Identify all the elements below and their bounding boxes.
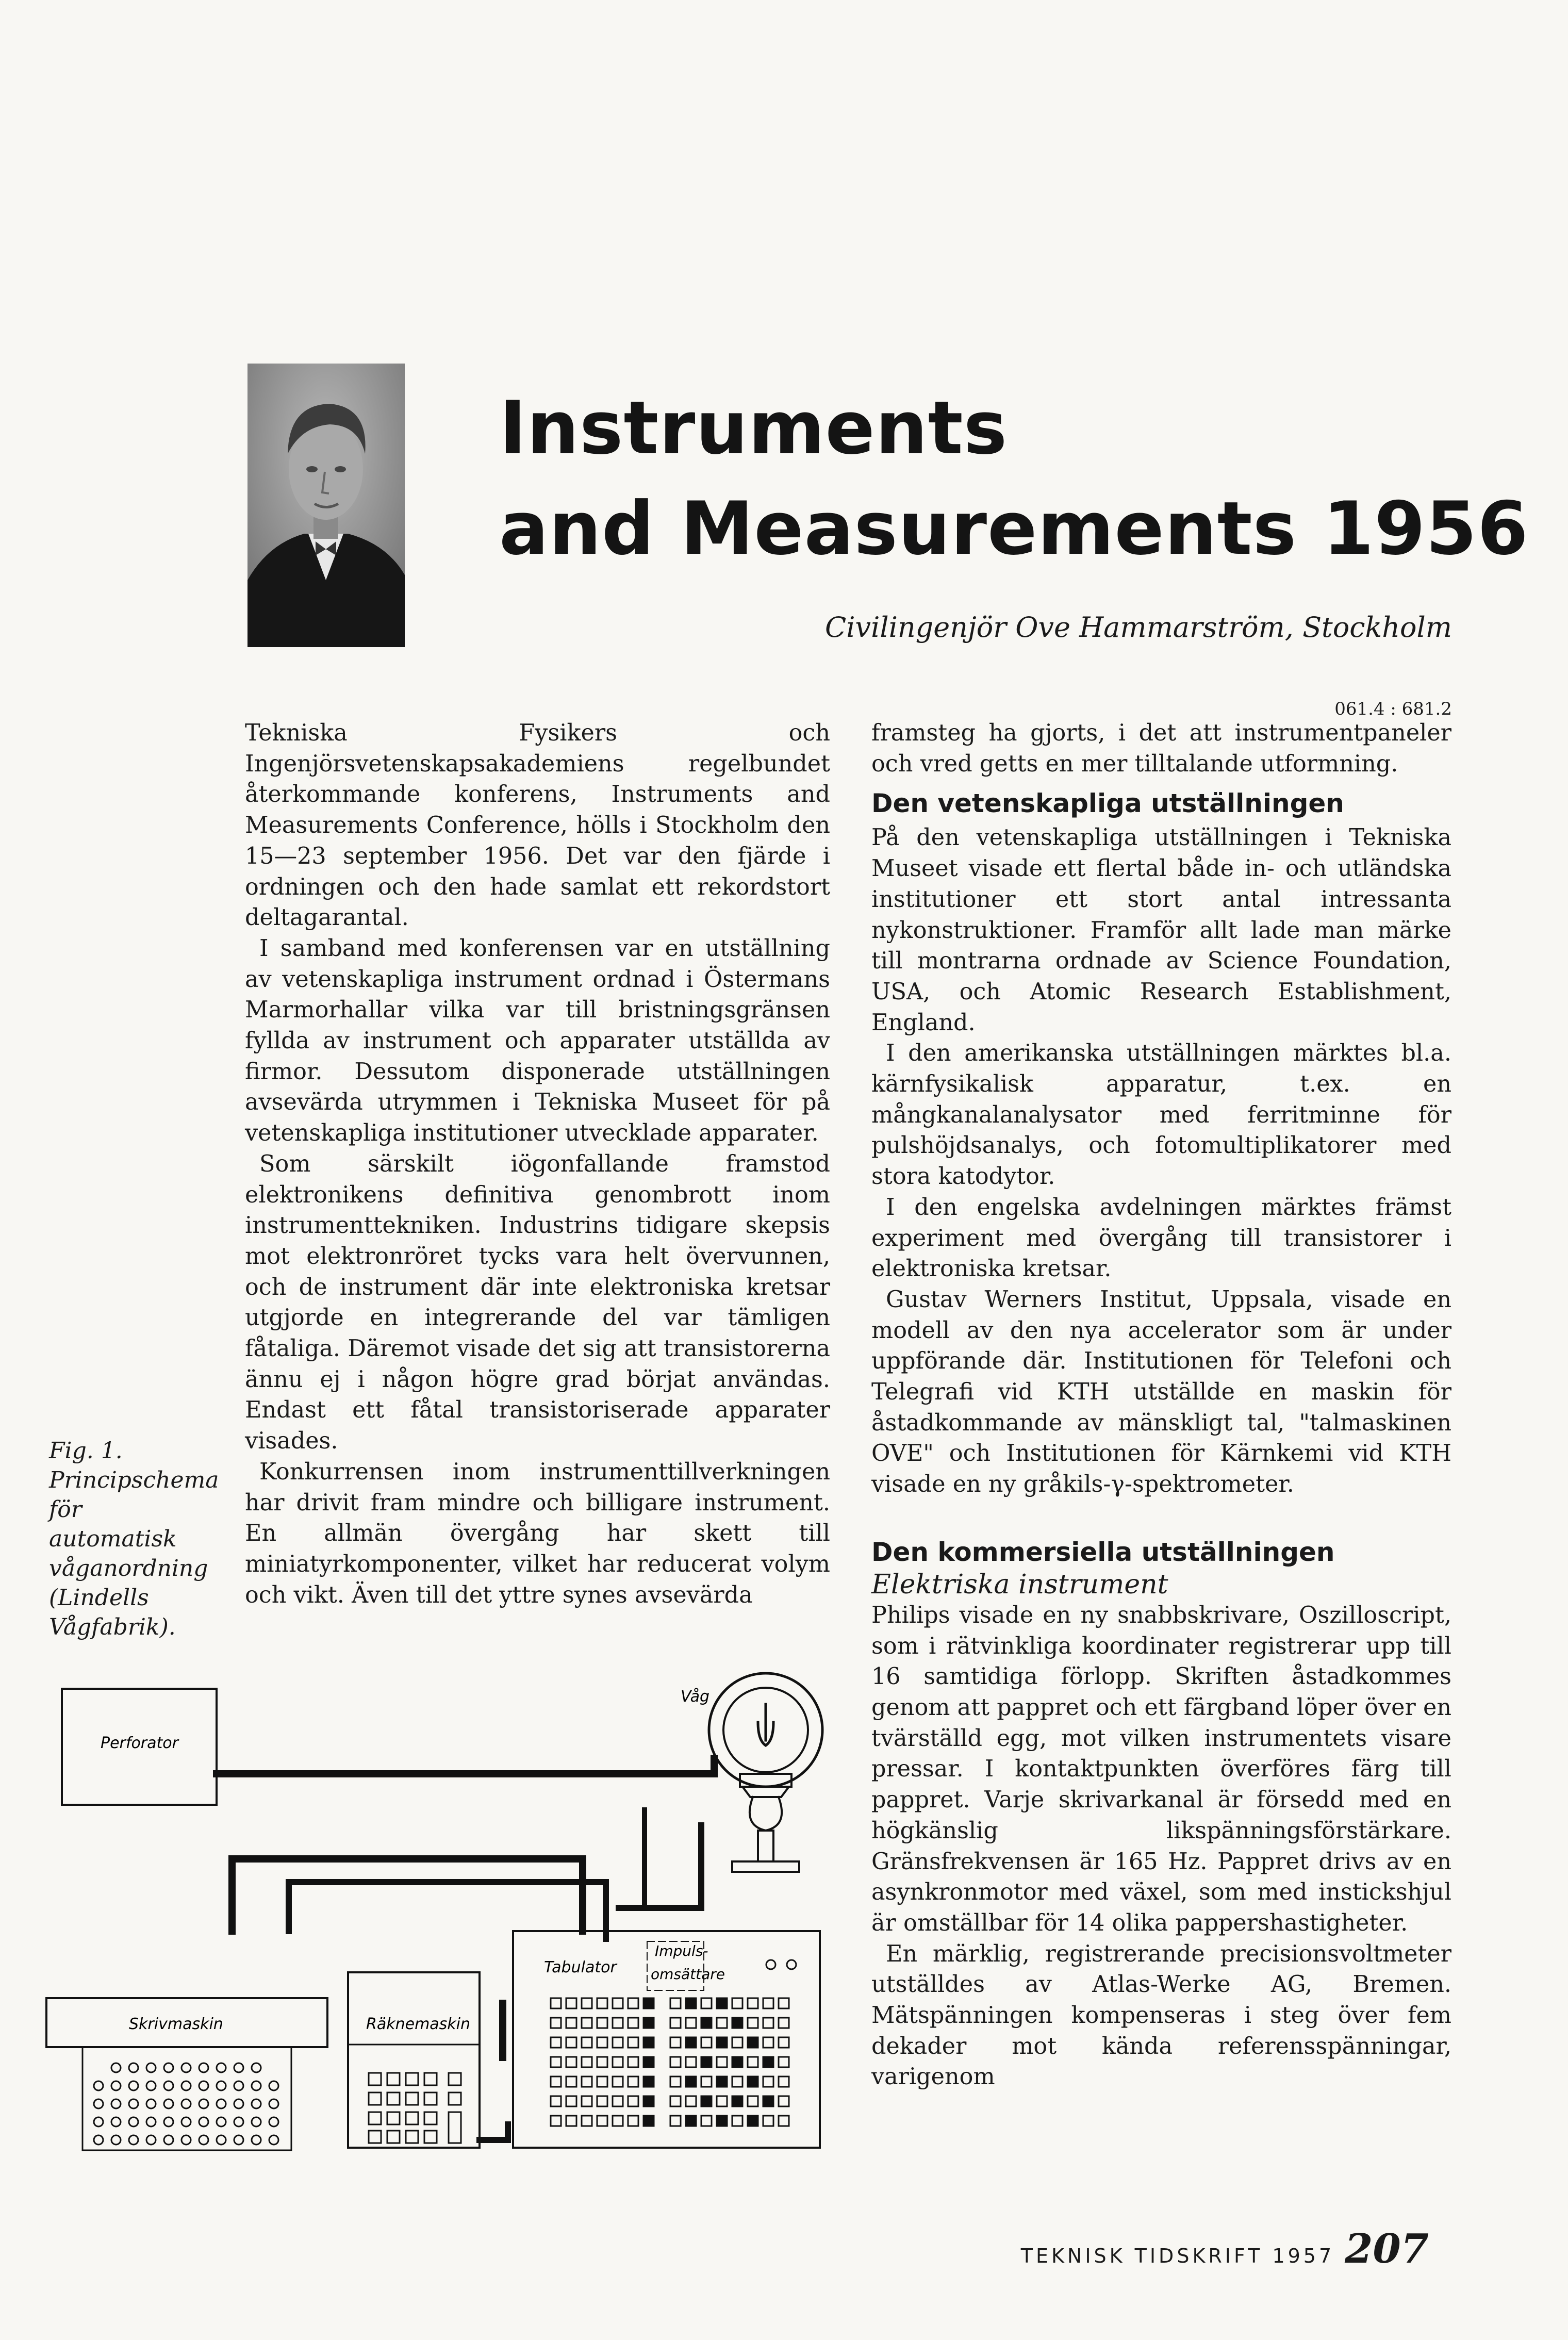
- calculator-box: [348, 1972, 480, 2148]
- typewriter-label: Skrivmaskin: [129, 2015, 223, 2033]
- subsection-heading: Elektriska instrument: [871, 1569, 1168, 1600]
- weighing-system-diagram: [0, 1640, 856, 2186]
- calculator-keys: [369, 2073, 461, 2143]
- section-heading: Den kommersiella utställningen: [871, 1537, 1335, 1567]
- tabulator-label: Tabulator: [544, 1958, 617, 1976]
- paragraph: Philips visade en ny snabbskrivare, Oszilloscript, som i rätvinkliga koordinater registrerar upp till 16 samtidiga förlopp. Skriften åstadkommes genom att pappret och ett färgband löper över en tvärställd egg, mot vilken instrumentets visare pressar. I kontaktpunkten överföres färg till pappret. Varje skrivarkanal är försedd med en högkänslig likspänningsförstärkare. Gränsfrekvensen är 165 Hz. Pappret drivs av en asynkronmotor med växel, som med instickshjul är omställbar för 14 olika pappershastigheter.: [871, 1602, 1451, 1936]
- page-number: 207: [1345, 2226, 1429, 2272]
- converter-label-2: omsättare: [651, 1966, 725, 1983]
- section-heading: Den vetenskapliga utställningen: [871, 788, 1344, 819]
- article-title-line2: and Measurements 1956: [499, 486, 1529, 571]
- typewriter-keys: [94, 2063, 278, 2145]
- paragraph: framsteg ha gjorts, i det att instrumentpaneler och vred getts en mer tilltalande utformning.: [871, 720, 1451, 777]
- udc-classification: 061.4 : 681.2: [1334, 699, 1452, 719]
- scale-label: Våg: [681, 1688, 710, 1706]
- journal-name: TEKNISK TIDSKRIFT 1957: [1020, 2245, 1335, 2267]
- paragraph: I samband med konferensen var en utställning av vetenskapliga instrument ordnad i Östermans Marmorhallar vilka var till bristningsgränsen fyllda av instrument och apparater utställda av firmor. Dessutom disponerade utställningen avsevärda utrymmen i Tekniska Museet för på vetenskapliga institutioner utvecklade apparater.: [245, 935, 830, 1147]
- page-footer: [1021, 2226, 1429, 2272]
- figure-caption: Fig. 1. Principschema för automatisk våganordning (Lindells Vågfabrik).: [49, 1438, 219, 1640]
- author-portrait: [247, 364, 405, 647]
- right-column: [871, 718, 1451, 2092]
- perforator-label: Perforator: [101, 1734, 178, 1752]
- scale-device: [709, 1673, 822, 1872]
- paragraph: En märklig, registrerande precisionsvoltmeter utställdes av Atlas-Werke AG, Bremen. Mätspänningen kompenseras i steg över fem dekader mot kända referensspänningar, varigenom: [871, 1940, 1451, 2090]
- paragraph: På den vetenskapliga utställningen i Tekniska Museet visade ett flertal både in- och utländska institutioner ett stort antal intressanta nykonstruktioner. Framför allt lade man märke till montrarna ordnade av Science Foundation, USA, och Atomic Research Establishment, England.: [871, 825, 1451, 1036]
- paragraph: Gustav Werners Institut, Uppsala, visade en modell av den nya accelerator som är under uppförande där. Institutionen för Telefoni och Telegrafi vid KTH utställde en maskin för åstadkommande av mänskligt tal, "talmaskinen OVE" och Institutionen för Kärnkemi vid KTH visade en ny gråkils-γ-spektrometer.: [871, 1286, 1451, 1498]
- converter-label-1: Impuls-: [655, 1942, 708, 1959]
- paragraph: I den amerikanska utställningen märktes bl.a. kärnfysikalisk apparatur, t.ex. en mångkanalanalysator med ferritminne för pulshöjdsanalys, och fotomultiplikatorer med stora katodytor.: [871, 1040, 1451, 1190]
- tabulator-keys: [551, 1998, 789, 2126]
- author-byline: Civilingenjör Ove Hammarström, Stockholm: [824, 611, 1452, 644]
- left-column: [245, 718, 830, 1610]
- article-title-line1: Instruments: [499, 386, 1008, 471]
- paragraph: I den engelska avdelningen märktes främst experiment med övergång till transistorer i elektroniska kretsar.: [871, 1194, 1451, 1282]
- paragraph: Som särskilt iögonfallande framstod elektronikens definitiva genombrott inom instrumenttekniken. Industrins tidigare skepsis mot elektronröret tycks vara helt övervunnen, och de instrument där inte elektroniska kretsar utgjorde en integrerande del var tämligen fåtaliga. Däremot visade det sig att transistorerna ännu ej i någon högre grad börjat användas. Endast ett fåtal transistoriserade apparater visades.: [245, 1150, 830, 1455]
- paragraph: Tekniska Fysikers och Ingenjörsvetenskapsakademiens regelbundet återkommande konferens, Instruments and Measurements Conference, hölls i Stockholm den 15—23 september 1956. Det var den fjärde i ordningen och den hade samlat ett rekordstort deltagarantal.: [245, 720, 830, 931]
- calculator-label: Räknemaskin: [366, 2015, 471, 2033]
- paragraph: Konkurrensen inom instrumenttillverkningen har drivit fram mindre och billigare instrument. En allmän övergång har skett till miniatyrkomponenter, vilket har reducerat volym och vikt. Även till det yttre synes avsevärda: [245, 1458, 830, 1608]
